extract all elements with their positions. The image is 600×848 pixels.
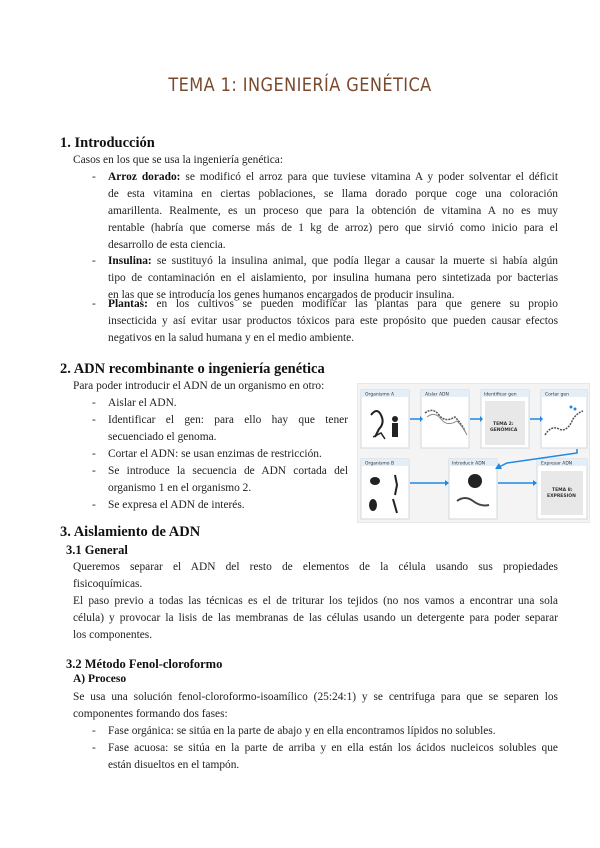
panel-introducir-adn xyxy=(449,459,497,519)
line: El paso previo a todas las técnicas es el de triturar los tejidos (no nos vamos a encontrar una sola xyxy=(73,595,558,607)
section-1-intro: Casos en los que se usa la ingeniería genética: xyxy=(73,154,284,166)
line: de esta vitamina en ciertas poblaciones, se llama dorado porque coge una coloración xyxy=(108,188,558,200)
line: Se usa una solución fenol-cloroformo-isoamílico (25:24:1) y se centrifuga para que se separen los xyxy=(73,691,558,703)
term: Plantas: xyxy=(108,298,148,310)
list-item-fase-acuosa xyxy=(108,740,558,774)
tema8-label: EXPRESIÓN xyxy=(547,494,576,499)
line: desarrollo de esta ciencia. xyxy=(108,239,226,251)
line: Identificar el gen: para ello hay que tener xyxy=(108,414,348,426)
term: Insulina: xyxy=(108,255,152,267)
page-title: TEMA 1: INGENIERÍA GENÉTICA xyxy=(168,74,432,96)
bullet-dash: - xyxy=(92,465,96,477)
line: organismo 1 en el organismo 2. xyxy=(108,482,252,494)
tema2-label: GENÓMICA xyxy=(490,428,518,433)
bullet-dash: - xyxy=(92,499,96,511)
list-item xyxy=(108,412,348,446)
line: fisicoquímicas. xyxy=(73,578,143,590)
panel-identificar-gen xyxy=(481,390,529,448)
panel-label: Organismo A xyxy=(365,392,395,398)
bullet-dash: - xyxy=(92,298,96,310)
line: en los cultivos se pueden modificar las plantas para que genere su propio xyxy=(147,298,558,310)
panel-label: Cortar gen xyxy=(545,392,570,398)
panel-label: Identificar gen xyxy=(484,392,517,398)
line: amarillenta. Realmente, es un proceso que para la obtención de vitamina A no es muy xyxy=(108,205,558,217)
panel-label: Organismo B xyxy=(365,461,395,467)
bullet-dash: - xyxy=(92,725,96,737)
panel-organismo-a xyxy=(361,390,409,448)
line: se modificó el arroz para que tuviese vitamina A y poder solventar el déficit xyxy=(180,171,558,183)
list-item-plantas xyxy=(108,296,558,347)
panel-organismo-b xyxy=(361,459,409,519)
list-item: Aislar el ADN. xyxy=(108,397,177,409)
line: Se introduce la secuencia de ADN cortada del xyxy=(108,465,348,477)
line: célula) y provocar la lisis de las membranas de las células usando un detergente para poder separar xyxy=(73,612,558,624)
line: se sustituyó la insulina animal, que podía llegar a causar la muerte si había algún xyxy=(151,255,558,267)
bullet-dash: - xyxy=(92,171,96,183)
line: tipo de contaminación en el aislamiento, por insulina humana pero sintetizada por bacterias xyxy=(108,272,558,284)
panel-aislar-adn xyxy=(421,390,469,448)
bullet-dash: - xyxy=(92,742,96,754)
recombinant-dna-diagram xyxy=(357,383,590,523)
section-2-heading: 2. ADN recombinante o ingeniería genética xyxy=(60,361,325,377)
line: negativos en la salud humana y en el medio ambiente. xyxy=(108,332,355,344)
term: Arroz dorado: xyxy=(108,171,181,183)
list-item-fase-organica: Fase orgánica: se sitúa en la parte de abajo y en ella encontramos lípidos no solubles. xyxy=(108,725,496,737)
panel-expresar-adn xyxy=(537,459,587,519)
bullet-dash: - xyxy=(92,448,96,460)
section-2-intro: Para poder introducir el ADN de un organismo en otro: xyxy=(73,380,325,392)
subsection-3-2-heading: 3.2 Método Fenol-cloroformo xyxy=(66,657,223,671)
bullet-dash: - xyxy=(92,414,96,426)
line: secuenciado el genoma. xyxy=(108,431,217,443)
line: insecticida y así evitar usar productos tóxicos para este propósito que pueden causar efectos xyxy=(108,315,558,327)
list-item-arroz xyxy=(108,169,558,254)
panel-label: Introducir ADN xyxy=(452,461,486,467)
line: rentable (habría que comerse más de 1 kg de arroz) pero que sirvió como inicio para el xyxy=(108,222,558,234)
line: Queremos separar el ADN del resto de elementos de la célula usando sus propiedades xyxy=(73,561,558,573)
panel-label: Aislar ADN xyxy=(425,392,449,398)
subsection-3-1-heading: 3.1 General xyxy=(66,543,128,557)
section-1-heading: 1. Introducción xyxy=(60,135,155,151)
line: los componentes. xyxy=(73,629,153,641)
panel-label: Expresar ADN xyxy=(541,461,573,467)
bullet-dash: - xyxy=(92,397,96,409)
section-3-2-a-text xyxy=(73,689,558,723)
subsection-3-2-a-heading: A) Proceso xyxy=(73,673,127,685)
tema2-label: TEMA 2: xyxy=(493,422,514,427)
panel-cortar-gen xyxy=(541,390,587,448)
list-item xyxy=(108,463,348,497)
list-item: Cortar el ADN: se usan enzimas de restricción. xyxy=(108,448,322,460)
tema8-label: TEMA 8: xyxy=(552,488,573,493)
line: están disueltos en el tampón. xyxy=(108,759,240,771)
section-3-heading: 3. Aislamiento de ADN xyxy=(60,524,201,540)
line: en las que se introducía los genes humanos encargados de producir insulina. xyxy=(108,289,455,301)
section-3-1-text xyxy=(73,559,558,644)
line: componentes formando dos fases: xyxy=(73,708,228,720)
list-item: Se expresa el ADN de interés. xyxy=(108,499,245,511)
line: Fase acuosa: se sitúa en la parte de arriba y en ella están los ácidos nucleicos solubles que xyxy=(108,742,558,754)
bullet-dash: - xyxy=(92,255,96,267)
